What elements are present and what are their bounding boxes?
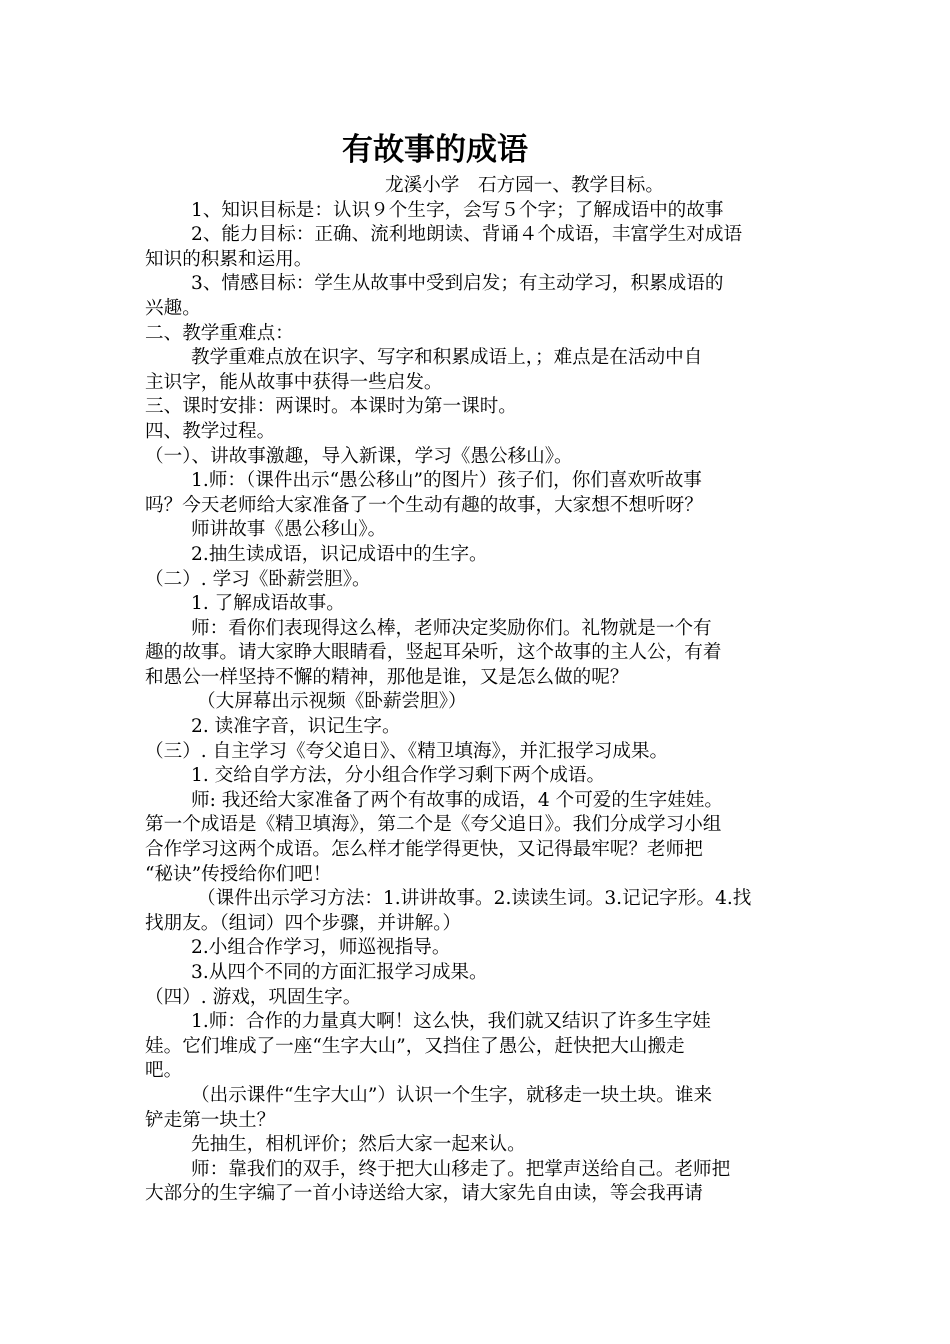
text-line: 主识字，能从故事中获得一些启发。 [145,371,443,393]
text-line: 大部分的生字编了一首小诗送给大家，请大家先自由读，等会我再请 [145,1183,703,1205]
text-line: （三）. 自主学习《夸父追日》、《精卫填海》，并汇报学习成果。 [145,740,669,762]
text-line: 趣的故事。请大家睁大眼睛看，竖起耳朵听，这个故事的主人公，有着 [145,642,722,664]
text-line: （大屏幕出示视频《卧薪尝胆》） [197,691,467,713]
text-line: （课件出示学习方法：1.讲讲故事。2.读读生词。3.记记字形。4.找 [197,888,752,910]
text-line: 和愚公一样坚持不懈的精神，那他是谁，又是怎么做的呢？ [145,666,629,688]
text-line: 2.抽生读成语，识记成语中的生字。 [191,543,488,565]
text-line: 2.小组合作学习，师巡视指导。 [191,937,451,959]
text-line: 合作学习这两个成语。怎么样才能学得更快，又记得最牢呢？老师把 [145,839,703,861]
text-line: 铲走第一块土？ [145,1109,276,1131]
text-line: 3、情感目标：学生从故事中受到启发；有主动学习，积累成语的 [191,273,724,295]
text-line: 兴趣。 [145,297,201,319]
text-line: 2、能力目标：正确、流利地朗读、背诵４个成语，丰富学生对成语 [191,224,743,246]
text-line: 四、教学过程。 [145,420,276,442]
document-body [145,174,810,1207]
text-line: （出示课件“生字大山”）认识一个生字，就移走一块土块。谁来 [191,1084,713,1106]
text-line: “秘诀”传授给你们吧！ [145,863,332,885]
text-line: 师：靠我们的双手，终于把大山移走了。把掌声送给自己。老师把 [191,1158,731,1180]
text-line: 先抽生，相机评价；然后大家一起来认。 [191,1134,526,1156]
text-line: 1. 交给自学方法，分小组合作学习剩下两个成语。 [191,765,606,787]
text-line: 2. 读准字音，识记生字。 [191,716,401,738]
text-line: 第一个成语是《精卫填海》，第二个是《夸父追日》。我们分成学习小组 [145,814,722,836]
text-line: （二）. 学习《卧薪尝胆》。 [145,568,371,590]
text-line: 1. 了解成语故事。 [191,593,345,615]
text-line: 1.师：合作的力量真大啊！这么快，我们就又结识了许多生字娃 [191,1011,711,1033]
text-line: 找朋友。（组词）四个步骤，并讲解。） [145,912,462,934]
text-line: 教学重难点放在识字、写字和积累成语上，；难点是在活动中自 [191,347,703,369]
text-line: （四）. 游戏，巩固生字。 [145,986,362,1008]
text-line: 吗？今天老师给大家准备了一个生动有趣的故事，大家想不想听呀？ [145,494,703,516]
text-line: 1.师：（课件出示“愚公移山”的图片）孩子们，你们喜欢听故事 [191,470,702,492]
text-line: 1、知识目标是：认识９个生字，会写５个字；了解成语中的故事 [191,199,724,221]
text-line: 二、教学重难点： [145,322,294,344]
text-line: 三、课时安排：两课时。本课时为第一课时。 [145,396,517,418]
text-line: 龙溪小学 石方园一、教学目标。 [385,175,664,196]
document-title: 有故事的成语 [342,132,528,168]
text-line: （一）、讲故事激趣，导入新课，学习《愚公移山》。 [145,445,573,467]
text-line: 师：看你们表现得这么棒，老师决定奖励你们。礼物就是一个有 [191,617,712,639]
text-line: 3.从四个不同的方面汇报学习成果。 [191,962,488,983]
text-line: 吧。 [145,1060,183,1082]
text-line: 知识的积累和运用。 [145,248,313,270]
text-line: 娃。它们堆成了一座“生字大山”，又挡住了愚公，赶快把大山搬走 [145,1035,685,1057]
text-line: 师: 我还给大家准备了两个有故事的成语，4 个可爱的生字娃娃。 [191,789,723,811]
text-line: 师讲故事《愚公移山》。 [191,519,387,541]
